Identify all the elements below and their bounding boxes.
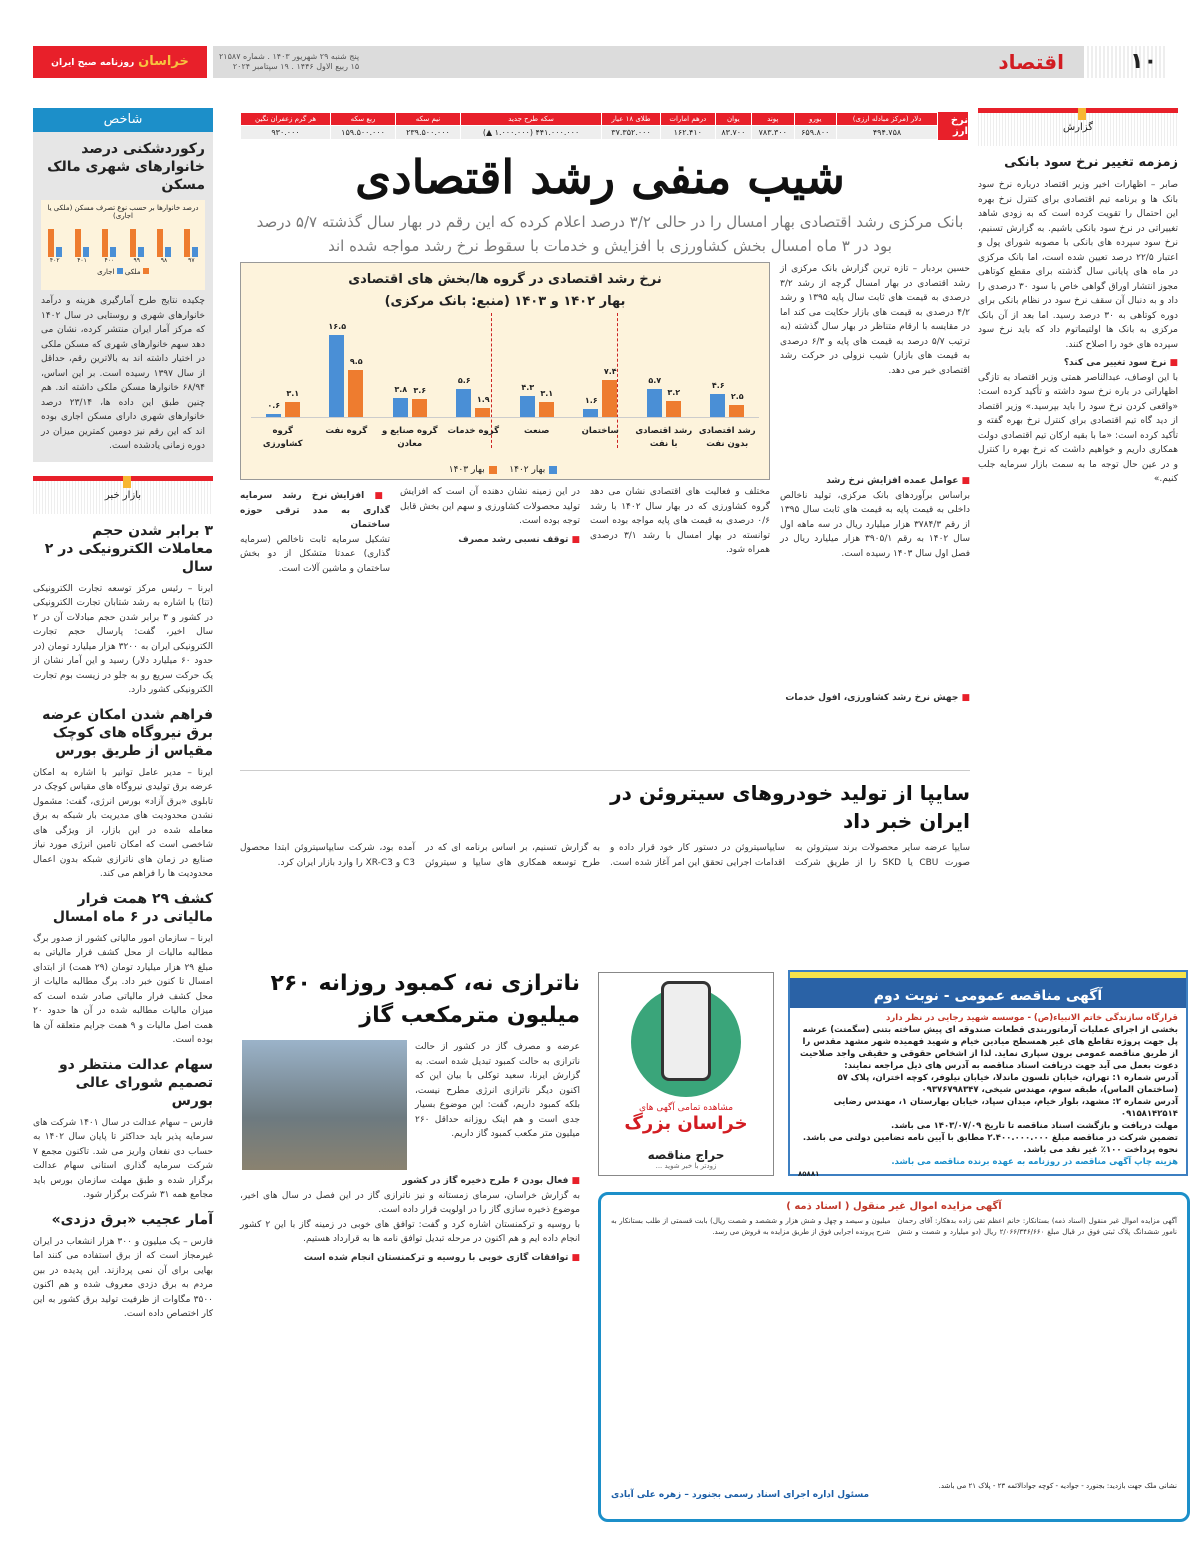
promo-tagline: زودتر با خبر شوید ... <box>655 1162 717 1170</box>
rate-value: ۴۴۱.۰۰۰.۰۰۰ (۱.۰۰۰.۰۰۰ ▲) <box>460 126 601 140</box>
bar-group <box>393 323 427 417</box>
growth-chart <box>240 262 770 480</box>
bar-group <box>266 323 300 417</box>
tender-bullet: مهلت دریافت و بازگشت اسناد مناقصه تا تاریخ ۱۴۰۳/۰۷/۰۹ می باشد. <box>890 1121 1178 1131</box>
index-headline: رکوردشکنی درصد خانوارهای شهری مالک مسکن <box>47 141 205 193</box>
category-label: گروه خدمات <box>447 426 500 436</box>
bar-1403: ۳.۱ <box>285 402 300 418</box>
bar-group <box>710 323 744 417</box>
promo-ad[interactable] <box>598 972 774 1176</box>
phone-illustration <box>631 987 741 1097</box>
issue-date: پنج شنبه ۲۹ شهریور ۱۴۰۳ . شماره ۲۱۵۸۷ ۱۵ ربیع الاول ۱۴۴۶ . ۱۹ سپتامبر ۲۰۲۴ <box>219 52 360 71</box>
rate-column-header: هر گرم زعفران نگین <box>241 113 331 126</box>
news-headline: فراهم شدن امکان عرضه برق نیروگاه های کوچک مقیاس از طریق بورس <box>42 706 213 759</box>
auction-body: آگهی مزایده اموال غیر منقول (اسناد ذمه) بستانکار: خانم اعظم تقی زاده بدهکار: آقای رحمان نامور ششدانگ پلاک ثبتی فوق در قبال مبلغ ۲/۰۶۶/۳۴۶/۶۶۰ ریال (دو میلیارد و شصت و شش میلیون و سیصد و چهل و شش هزار و ششصد و شصت ریال) بابت قسمتی از طلب بستانکار به شرح پرونده اجرایی فوق از طریق مزایده به فروش می رسد. <box>611 1217 1177 1236</box>
bar-group <box>456 323 490 417</box>
bar-1403: ۲.۵ <box>729 405 744 418</box>
article-body: با روسیه و ترکمنستان اشاره کرد و گفت: توافق های خوبی در زمینه گاز با این ۲ کشور انجام داده ایم و هم اکنون در مرحله تبدیل توافق نامه ها به قرارداد هستیم. <box>240 1219 581 1244</box>
promo-logo: حراج مناقصه <box>647 1148 725 1162</box>
category-label: رشد اقتصادی بدون نفت <box>698 426 756 449</box>
article-body: با این اوصاف، عبدالناصر همتی وزیر اقتصاد به تازگی اظهاراتی در باره نرخ سود داشته و تأکید کرده است: «واقعی کردن نرخ سود را باید بپرسید.» وزیر اقتصاد از دید گاه تیم اقتصادی برای کنترل نرخ بهره گفته و تأکید کرده است: «ما با بقیه ارکان تیم اقتصادی دولت همکاری داریم و خواهیم داشت که نرخ بهره را کنترل و در عین حال توجه ما به سمت بازار سرمایه جلب کنیم.» <box>978 372 1178 484</box>
bar-group <box>647 323 681 417</box>
bar-1402: ۰.۶ <box>266 414 281 417</box>
chart-title: نرخ رشد اقتصادی در گروه ها/بخش های اقتصادی <box>348 272 662 287</box>
tender-address: آدرس شماره ۱: تهران، خیابان تلسون ماندلا، خیابان نیلوفر، کوچه اختران، پلاک ۵۷ (ساختمان الماس)، طبقه سوم، مهندس شیخی، ۰۹۳۷۶۷۹۸۳۴۷ <box>837 1073 1178 1095</box>
rate-value: ۷۸۳.۳۰۰ <box>752 126 795 140</box>
bar-1402: ۵.۶ <box>456 389 471 417</box>
exchange-rates-table <box>240 112 968 140</box>
tender-body: بخشی از اجرای عملیات آرماتوربندی قطعات صندوقه ای پیش ساخته بتنی (سگمنت) عرشه پل جهت پروژه تقاطع های غیر همسطح میادین خیام و شهید فهمیده شهر مشهد مقدس را از طریق مناقصه عمومی برون سپاری نماید. لذا از اشخاص حقوقی و حقیقی واجد صلاحیت دعوت بعمل می آید جهت دریافت اسناد مناقصه به آدرس های ذیل مراجعه نمایند: <box>799 1025 1178 1071</box>
article-body: تشکیل سرمایه ثابت ناخالص (سرمایه گذاری) عمدتا متشکل از دو بخش ساختمان و ماشین آلات است. <box>240 534 390 574</box>
auction-address: نشانی ملک جهت بازدید: بجنورد - جوادیه - کوچه جوادالائمه ۲۳ - پلاک ۲۱ می باشد. <box>938 1482 1177 1490</box>
article-body: براساس برآوردهای بانک مرکزی، تولید ناخالص داخلی به قیمت پایه به قیمت های ثابت سال ۱۳۹۵ از رقم ۳۷۸۴/۳ هزار میلیارد ریال در سه ماهه اول سال ۱۴۰۲ به رقم ۳۹۰۵/۱ هزار میلیارد ریال در فصل اول سال ۱۴۰۳ رسیده است. <box>780 490 970 559</box>
bar-1402: ۴.۳ <box>520 396 535 418</box>
rate-value: ۸۳.۷۰۰ <box>715 126 751 140</box>
tender-org: قرارگاه سازندگی خاتم الانبیاء(ص) - موسسه شهید رجایی در نظر دارد <box>886 1013 1178 1023</box>
mini-bar-group: ۴۰۰ <box>102 229 116 264</box>
bar-1402: ۱۶.۵ <box>329 335 344 418</box>
category-label: گروه صنایع و معادن <box>381 426 438 449</box>
bar-1403: ۷.۴ <box>602 380 617 417</box>
section-title: اقتصاد <box>213 46 1084 78</box>
article-body: صابر – اظهارات اخیر وزیر اقتصاد درباره نرخ سود بانک ها و برنامه تیم اقتصادی برای کنترل نرخ بهره این احتمال را تقویت کرده است که به زودی شاهد تغییراتی در نرخ سود بانکی باشیم. به گزارش تسنیم، نرخ سود سپرده های بانکی با مصوبه شورای پول و اعتبار ۲۲/۵ درصد تعیین شده است، اما بانک مرکزی در ماه های پایانی سال گذشته برای مقطع کوتاهی مجوز انتشار اوراق گواهی خاص با سود ۳۰ درصدی را داد و به دنبال آن سقف نرخ سود در نظام بانکی برای دوره کوتاهی به ۳۰ درصد رسید. اما بعد از آن بانک مرکزی به بانک ها اولتیماتوم داد که باید نرخ سود سپرده های خود را اصلاح کنند. <box>978 180 1178 350</box>
chart-plot <box>251 323 759 418</box>
rate-value: ۲۳۹.۵۰۰.۰۰۰ <box>396 126 461 140</box>
rate-column-header: یوان <box>715 113 751 126</box>
refinery-photo <box>242 1040 407 1170</box>
rate-column-header: یورو <box>794 113 837 126</box>
page-header <box>33 46 1167 78</box>
rate-column-header: طلای ۱۸ عیار <box>602 113 661 126</box>
auction-title: آگهی مزایده اموال غیر منقول ( اسناد ذمه ) <box>786 1201 1002 1212</box>
mini-bar-group: ۴۰۲ <box>48 229 62 264</box>
category-label: گروه نفت <box>325 426 368 436</box>
ad-code: ۸۵۸۸۱ <box>798 1170 820 1178</box>
bar-1403: ۹.۵ <box>348 370 363 418</box>
kicker-market-news: بازار خبر <box>33 476 213 514</box>
rate-column-header: ربع سکه <box>331 113 396 126</box>
housing-mini-chart: درصد خانوارها بر حسب نوع تصرف مسکن (ملکی یا اجاری) ۹۷ ۹۸ ۹۹ ۴۰۰ ۴۰۱ ۴۰۲ ملکی اجاری <box>41 200 205 290</box>
gas-article <box>240 968 580 1265</box>
news-headline: ۳ برابر شدن حجم معاملات الکترونیکی در ۲ سال <box>44 522 213 575</box>
news-body: ایرنا – سازمان امور مالیاتی کشور از صدور برگ مطالبه مالیات از محل کشف فرار مالیاتی به مبلغ ۲۹ هزار میلیارد تومان (۲۹ همت) از ابتدای امسال تا کنون خبر داد. برگ مطالبه مالیات از محل کشف فرار مالیاتی صادر شده است که میزان مالیات مطالبه شده در آن ها حدود ۲۰ همت اصل مالیات و ۹ همت جرایم متعلقه آن ها بوده است. <box>33 933 214 1045</box>
main-lead: بانک مرکزی رشد اقتصادی بهار امسال را در حالی ۳/۲ درصد اعلام کرده که این رقم در بهار سال گذشته ۵/۷ درصد بود در ۳ ماه امسال بخش کشاورزی با افزایش و خدمات با سقوط نرخ رشد مواجه شده اند <box>256 213 964 255</box>
rate-value: ۴۹۴.۷۵۸ <box>837 126 938 140</box>
article-headline: زمزمه تغییر نرخ سود بانکی <box>1004 155 1178 170</box>
subheading: ■ نرخ سود تغییر می کند؟ <box>978 356 1178 371</box>
mini-bar-group: ۴۰۱ <box>75 229 89 264</box>
promo-text: مشاهده تمامی آگهی های <box>638 1103 734 1113</box>
news-body: ایرنا – رئیس مرکز توسعه تجارت الکترونیکی (تتا) با اشاره به رشد شتابان تجارت الکترونیکی در کشور و ۳ برابر شدن حجم مبادلات آن در ۲ سال اخیر، گفت: پارسال حجم تجارت الکترونیکی ایران به ۳۲۰۰ هزار میلیارد تومان (در حدود ۶۰ میلیارد دلار) رسید و این آمار نشان از یک حرکت سریع رو به جلو در زیست بوم تجارت الکترونیکی کشور دارد. <box>33 583 214 695</box>
main-headline: شیب منفی رشد اقتصادی <box>355 150 845 204</box>
rate-column-header: دلار (مرکز مبادله ارزی) <box>837 113 938 126</box>
rate-value: ۹۳۰.۰۰۰ <box>241 126 331 140</box>
subheading: ■ فعال بودن ۶ طرح ذخیره گاز در کشور <box>240 1174 580 1189</box>
category-label: ساختمان <box>581 426 619 436</box>
article-body: عرضه و مصرف گاز در کشور از حالت ناترازی به حالت کمبود تبدیل شده است. به گزارش ایرنا، سعید توکلی با بیان این که اکنون دیگر ناترازی انرژی مطرح نیست، بلکه کمبود داریم، گفت: این موضوع بسیار جدی است و هم اینک روزانه حداقل ۲۶۰ میلیون متر مکعب کمبود گاز داریم. <box>415 1042 580 1139</box>
auction-footer: مسئول اداره اجرای اسناد رسمی بجنورد – زهره علی آبادی <box>611 1490 870 1500</box>
bar-1402: ۵.۷ <box>647 389 662 418</box>
tender-bullet: نحوه پرداخت ۱۰۰٪ غیر نقد می باشد. <box>1023 1145 1178 1155</box>
rate-value: ۳۷.۳۵۲.۰۰۰ <box>602 126 661 140</box>
category-label: گروه کشاورزی <box>262 426 303 449</box>
bar-1403: ۱.۹ <box>475 408 490 418</box>
bar-group <box>583 323 617 417</box>
rate-column-header: نیم سکه <box>396 113 461 126</box>
news-body: ایرنا – مدیر عامل توانیر با اشاره به امکان عرضه برق تولیدی نیروگاه های مقیاس کوچک در تابلوی «برق آزاد» بورس انرژی، گفت: مشمول نشدن محدودیت های مدیریت بار شبکه به برق معامله شده در این بازار، از ویژگی های شاخصی است که امکان تامین انرژی مورد نیاز صنایع در زمان های ناترازی شبکه بدون اعمال محدودیت ها را فراهم می کند. <box>33 767 213 879</box>
article-body: سایپا عرضه سایر محصولات برند سیتروئن به صورت CBU یا SKD را از طریق شرکت سایپاسیتروئن در دستور کار خود قرار داده و اقدامات اجرایی تحقق این امر آغاز شده است. به گزارش تسنیم، بر اساس برنامه ای که در طرح توسعه همکاری های سایپا و سیتروئن آمده بود، شرکت سایپاسیتروئن ابتدا محصول C3 و XR-C3 را وارد بازار ایران کرد. <box>240 843 970 868</box>
tender-ad <box>788 970 1188 1176</box>
rate-value: ۱۶۲.۴۱۰ <box>660 126 715 140</box>
tender-bullet: تضمین شرکت در مناقصه مبلغ ۲.۴۰۰.۰۰۰.۰۰۰ مطابق با آیین نامه تضامین دولتی می باشد. <box>802 1133 1178 1143</box>
report-column <box>978 108 1178 487</box>
article-body: در این زمینه نشان دهنده آن است که افزایش تولید محصولات کشاورزی و سهم این بخش قابل توجه بوده است. <box>400 487 580 526</box>
article-headline: سایپا از تولید خودروهای سیتروئن در ایران خبر داد <box>610 781 970 833</box>
subheading: ■ افزایش نرخ رشد سرمایه گذاری به مدد ترقی حوزه ساختمان <box>240 489 390 533</box>
tender-address: آدرس شماره ۲: مشهد، بلوار خیام، میدان سپاد، خیابان بهارستان ۱، مهندس رضایی ۰۹۱۵۸۱۴۲۵۱۴ <box>833 1097 1178 1119</box>
subheading: ■ جهش نرخ رشد کشاورزی، افول خدمات <box>780 691 970 706</box>
mini-bar-group: ۹۸ <box>157 229 171 264</box>
page-number: ۱۰ <box>1087 46 1167 78</box>
article-body: به گزارش خراسان، سرمای زمستانه و نیز ناترازی گاز در این فصل در سال های اخیر، موضوع ذخیره سازی گاز را در اولویت قرار داده است. <box>240 1190 580 1215</box>
byline-paragraph: حسین بردبار – تازه ترین گزارش بانک مرکزی از رشد اقتصادی در بهار امسال گرچه از رشد ۳/۲ درصدی به قیمت های ثابت سال پایه ۱۳۹۵ و رشد ۴/۲ درصدی به قیمت های بازار حکایت می کند اما در مقایسه با ارقام متناظر در بهار سال گذشته (به ترتیب ۵/۷ درصد به قیمت های پایه و ۶/۳ درصدی به قیمت های بازار) شیب نزولی در حرکت رشد اقتصادی خبر می دهد. <box>780 264 970 376</box>
bar-1402: ۱.۶ <box>583 409 598 417</box>
tender-title: آگهی مناقصه عمومی - نوبت دوم <box>790 972 1186 1008</box>
chart-categories <box>251 425 759 451</box>
news-headline: کشف ۲۹ همت فرار مالیاتی در ۶ ماه امسال <box>52 890 213 925</box>
bar-group <box>520 323 554 417</box>
chart-subtitle: بهار ۱۴۰۲ و ۱۴۰۳ (منبع: بانک مرکزی) <box>384 294 626 309</box>
saipa-article <box>240 770 970 991</box>
rates-label: نرخ ارز <box>938 112 968 140</box>
chart-legend: بهار ۱۴۰۲ بهار ۱۴۰۳ <box>241 465 769 475</box>
bar-group <box>329 323 363 417</box>
rate-column-header: درهم امارات <box>660 113 715 126</box>
subheading: ■ عوامل عمده افزایش نرخ رشد <box>780 474 970 489</box>
rate-column-header: سکه طرح جدید <box>460 113 601 126</box>
article-headline: ناترازی نه، کمبود روزانه ۲۶۰ میلیون مترمکعب گاز <box>270 971 580 1028</box>
newspaper-logo: خراسان روزنامه صبح ایران <box>33 46 207 78</box>
news-headline: آمار عجیب «برق دزدی» <box>51 1211 213 1228</box>
subheading: ■ توافقات گازی خوبی با روسیه و ترکمنستان انجام شده است <box>240 1251 580 1266</box>
bar-1403: ۳.۱ <box>539 402 554 418</box>
index-banner: شاخص <box>33 108 213 132</box>
bar-1403: ۳.۶ <box>412 399 427 417</box>
promo-brand: خراسان بزرگ <box>624 1113 748 1134</box>
rate-value: ۱۵۹.۵۰۰.۰۰۰ <box>331 126 396 140</box>
rate-value: ۶۵۹.۸۰۰ <box>794 126 837 140</box>
mini-bar-group: ۹۷ <box>184 229 198 264</box>
bar-1402: ۴.۶ <box>710 394 725 417</box>
category-label: صنعت <box>524 426 550 436</box>
news-body: فارس – سهام عدالت در سال ۱۴۰۱ شرکت های سرمایه پذیر باید حداکثر تا پایان سال ۱۴۰۲ به حساب دی نفعان واریز می شد. تاکنون مجمع ۷ شرکت سرمایه گذاری استانی سهام عدالت برگزار شده و طبق مهلت سازمان بورس باید مجامع همه ۳۱ شرکت برگزار شود. <box>33 1117 213 1200</box>
auction-ad <box>598 1192 1190 1522</box>
rate-column-header: پوند <box>752 113 795 126</box>
kicker-report: گزارش <box>978 108 1178 146</box>
news-headline: سهام عدالت منتظر دو تصمیم شورای عالی بورس <box>58 1056 213 1109</box>
news-body: فارس – یک میلیون و ۳۰۰ هزار انشعاب در ایران غیرمجاز است که از برق استفاده می کنند اما بهایی برای آن نمی پردازند. این پدیده در بین مردم به برق دزدی معروف شده و هم اکنون ۳۵۰۰ مگاوات از ظرفیت تولید برق کشور به این کار اختصاص داده است. <box>33 1236 214 1319</box>
index-body: چکیده نتایج طرح آمارگیری هزینه و درآمد خانوارهای شهری و روستایی در سال ۱۴۰۲ که مرکز آمار ایران منتشر کرده، نشان می دهد سهم خانوارهای شهری که مسکن ملکی در اختیار داشته اند به بالاترین رقم، حداقل از سال ۱۳۹۷ رسیده است. بر این اساس، ۶۸/۹۴ خانوارها مسکن ملکی داشته اند. هم چنین طبق این داده ها، ۲۳/۱۴ درصد خانوارهای شهری دارای مسکن اجاری بوده اند که این رقم نیز دومین کمترین میزان در دوره زمانی یادشده است. <box>41 296 205 451</box>
tender-bullet: هزینه چاپ آگهی مناقصه در روزنامه به عهده برنده مناقصه می باشد. <box>891 1157 1178 1167</box>
left-column <box>33 108 213 1322</box>
bar-1403: ۳.۲ <box>666 401 681 417</box>
bar-1402: ۳.۸ <box>393 398 408 417</box>
index-box <box>33 108 213 462</box>
category-label: رشد اقتصادی با نفت <box>635 426 693 449</box>
mini-bar-group: ۹۹ <box>130 229 144 264</box>
article-body: مختلف و فعالیت های اقتصادی نشان می دهد گروه کشاورزی که در بهار سال ۱۴۰۲ با رشد ۰/۶ درصدی به قیمت های پایه مواجه بوده است توانسته در بهار امسال با رشد ۳/۱ درصدی همراه شود. <box>590 487 770 555</box>
subheading: ■ توقف نسبی رشد مصرف <box>400 533 580 548</box>
